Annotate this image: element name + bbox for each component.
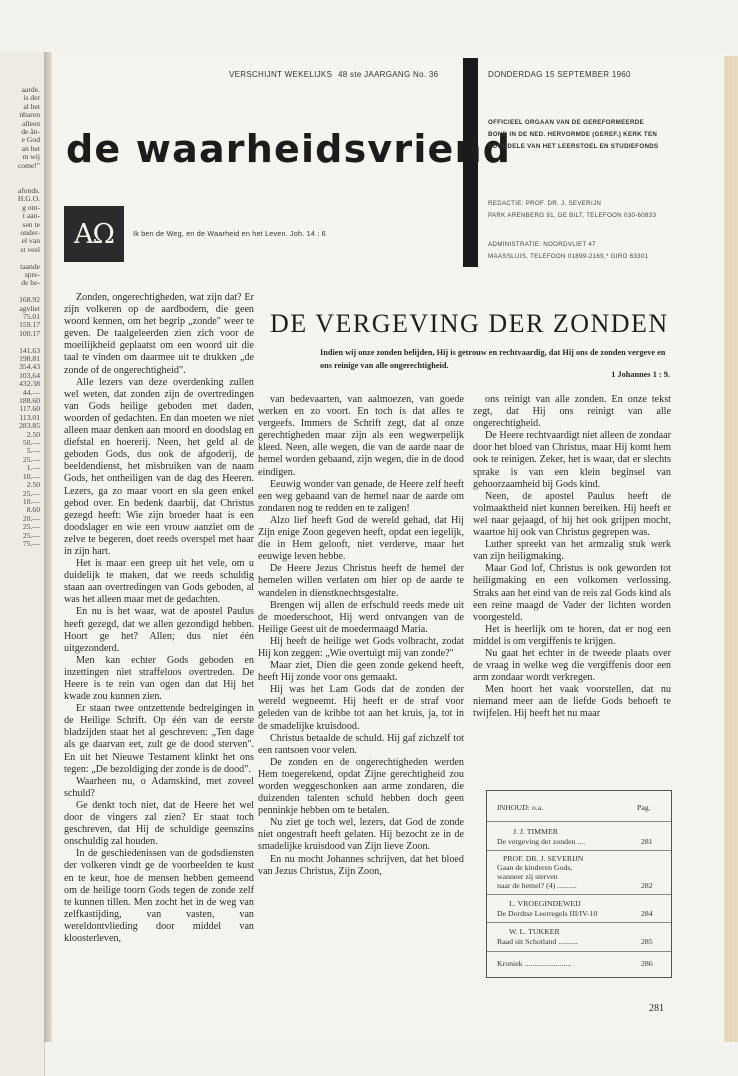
paragraph: In de geschiedenissen van de godsdiensten der volkeren vindt ge de voorbeelden te kust en te keur, hoe de mensen hebben gemeend om de heilige toorn Gods tegen de zonde zelf te kunnen tillen. Men zocht het in de weg van zelfkastijding, van vasten, van wereldontvlieding door middel van kloosterleven, (64, 848, 254, 944)
previous-page-fragment: 75.— (22, 538, 40, 548)
paragraph: Nu gaat het echter in de tweede plaats over de vraag in welke weg die vergiffenis door een arm zondaar wordt verkregen. (473, 647, 671, 684)
previous-page-strip (0, 52, 45, 1076)
editor-line: PARK ARENBERG 91, DE BILT, TELEFOON 030-60833 (488, 212, 657, 219)
previous-page-fragment: g ont- (22, 202, 40, 212)
admin-line: ADMINISTRATIE: NOORDVLIET 47 (488, 241, 596, 248)
toc-page: 282 (641, 881, 653, 890)
previous-page-fragment: al het (23, 101, 40, 111)
previous-page-fragment: 25.— (22, 488, 40, 498)
toc-page: 286 (641, 959, 653, 968)
previous-page-fragment: agvliet (19, 303, 40, 313)
toc-page: 285 (641, 937, 653, 946)
paragraph: Waarheen nu, o Adamskind, met zoveel schuld? (64, 775, 254, 799)
previous-page-fragment: sen te (22, 219, 40, 229)
toc-page: 281 (641, 837, 653, 846)
divider (487, 850, 671, 851)
previous-page-fragment: 1.— (26, 463, 40, 473)
motto: Ik ben de Weg, en de Waarheid en het Leven. Joh. 14 : 6 (133, 229, 326, 238)
previous-page-fragment: 141.63 (19, 345, 40, 355)
previous-page-fragment: 198.81 (19, 354, 40, 363)
paragraph: Alzo lief heeft God de wereld gehad, dat Hij Zijn enige Zoon gegeven heeft, opdat een iegelijk, die in Hem gelooft, niet verderve, maar het eeuwige leven hebbe. (258, 514, 464, 563)
paragraph: De Heere rechtvaardigt niet alleen de zondaar door het bloed van Christus, maar Hij komt hem ook te reinigen. Zeker, het is waar, dat er slechts sprake is van een klein beginsel van gehoorzaamheid bij Gods kind. (473, 430, 671, 490)
paragraph: Christus betaalde de schuld. Hij gaf zichzelf tot een rantsoen voor velen. (258, 732, 464, 756)
organ-line: VOORDELE VAN HET LEERSTOEL EN STUDIEFONDS (488, 143, 659, 150)
contents-heading: INHOUD: o.a. (497, 803, 544, 812)
previous-page-fragment: m wij (22, 152, 40, 162)
article-title: DE VERGEVING DER ZONDEN (270, 309, 669, 338)
paragraph: Maar God lof, Christus is ook geworden tot heiligmaking en een volkomen verlossing. Straks aan het eind van de reis zal Gods kind als een reine maagd de Vader der lichten worden voorgesteld. (473, 563, 671, 623)
previous-page-fragment: 159.17 (19, 320, 40, 330)
paragraph: Brengen wij allen de erfschuld reeds mede uit de moederschoot, Hij werd ontvangen van de Heilige Geest uit de moedermaagd Maria. (258, 599, 464, 635)
binding-gutter (44, 52, 52, 1042)
previous-page-fragment: spre- (24, 269, 40, 279)
paragraph: Zonden, ongerechtigheden, wat zijn dat? Er zijn volkeren op de aardbodem, die geen woord kennen, om het begrip „zonde" weer te geven. De taalgeleerden zien zich voor de moeilijkheid geplaatst om een woord uit die taal te vinden om daarmee uit te drukken „de zonde of de ongerechtigheid". (64, 292, 254, 376)
previous-page-fragment: 2.50 (26, 480, 40, 490)
previous-page-fragment: 25.— (22, 522, 40, 532)
previous-page-fragment: 10.— (22, 471, 40, 481)
volume-label: 48 ste JAARGANG No. 36 (338, 70, 439, 79)
issue-date: DONDERDAG 15 SEPTEMBER 1960 (488, 70, 631, 79)
toc-title: Kroniek ........................ (497, 959, 572, 968)
article-column-1 (64, 292, 254, 945)
paragraph: Men hoort het vaak voorstellen, dat nu niemand meer aan de liefde Gods behoeft te twijfelen. Hij heeft het nu maar (473, 684, 671, 720)
previous-page-fragment: de be- (21, 278, 40, 288)
weekly-label: VERSCHIJNT WEKELIJKS (229, 70, 333, 79)
divider (487, 951, 671, 952)
previous-page-fragment: afonds. (17, 185, 40, 195)
organ-line: BOND IN DE NED. HERVORMDE (GEREF.) KERK TEN (488, 131, 658, 138)
previous-page-fragment: H.G.O. (17, 194, 40, 204)
paragraph: De Heere Jezus Christus heeft de hemel der hemelen willen verlaten om hier op de aarde te wandelen in dienstknechtsgestalte. (258, 563, 464, 599)
previous-page-fragment: nbaren (19, 110, 40, 120)
previous-page-fragment: 168.92 (19, 295, 40, 305)
previous-page-fragment: an het (21, 143, 40, 153)
paragraph: Ge denkt toch niet, dat de Heere het wel door de vingers zal zien? Er staat toch geschreven, dat Hij de schuldige geenszins onschuldig zal houden. (64, 799, 254, 848)
paragraph: Alle lezers van deze overdenking zullen wel weten, dat zonden zijn de overtredingen van Gods heilige geboden met daden, woorden of gedachten. En dan moeten we niet alleen maar denken aan moord en doodslag en diefstal en hoererij. Neen, het geld al de geboden Gods, dus ook de afgoderij, de beeldendienst, het misbruiken van de naam Gods, het ontheiligen van de dag des Heeren. Lezers, ga zo maar voort en sla geen enkel gebod over. En bedenk daarbij, dat Christus gezegd heeft: Wie zijn broeder haat is een doodslager en wie een vrouw aanziet om de zelve te begeren, doet reeds overspel met haar in zijn hart. (64, 376, 254, 557)
alpha-omega-logo: ΑΩ (64, 206, 124, 262)
previous-page-fragment: 10.— (22, 496, 40, 506)
organ-line: OFFICIEEL ORGAAN VAN DE GEREFORMEERDE (488, 119, 644, 126)
previous-page-fragment: 283.85 (19, 421, 40, 431)
contents-page-label: Pag. (637, 803, 651, 812)
previous-page-fragment: 44.— (22, 387, 40, 397)
previous-page-fragment: 117.60 (19, 404, 40, 414)
admin-line: MAASSLUIS, TELEFOON 01899-2169,* GIRO 63301 (488, 253, 649, 260)
previous-page-fragment: come!" (17, 160, 40, 170)
organ-block (488, 117, 658, 153)
paragraph: De zonden en de ongerechtigheden werden Hem toegerekend, opdat Zijne gerechtigheid zou worden weggeschonken aan arme zondaren, die duizenden talenten schuld hebben doch geen penninkje hebben om te betalen. (258, 756, 464, 817)
contents-box (486, 790, 672, 978)
page-number: 281 (649, 1003, 664, 1014)
previous-page-fragment: el van (21, 236, 40, 246)
previous-page-fragment: aarde. (21, 85, 40, 94)
toc-title-line: wanneer zij sterven (497, 872, 558, 881)
previous-page-fragment: e God (21, 135, 40, 145)
toc-title: Raad uit Schotland .......... (497, 937, 578, 946)
paragraph: En nu is het waar, wat de apostel Paulus heeft gezegd, dat we allen gezondigd hebben. Hoort ge het? Allen; dus niet één uitgezonderd. (64, 606, 254, 654)
paragraph: Maar ziet, Dien die geen zonde gekend heeft, heeft Hij zonde voor ons gemaakt. (258, 660, 464, 684)
previous-page-fragment: 25.— (22, 454, 40, 464)
previous-page-fragment: de ån- (21, 127, 40, 137)
previous-page-fragment: taande (20, 261, 40, 271)
toc-author: W. L. TUKKER (509, 927, 560, 936)
masthead-title: de waarheidsvriend (66, 127, 512, 171)
previous-page-fragment: st veel (20, 244, 40, 254)
previous-page-fragment: 2.50 (26, 429, 40, 439)
editor-line: REDACTIE: PROF. DR. J. SEVERIJN (488, 200, 602, 207)
previous-page-fragment: 5.— (26, 446, 40, 456)
previous-page-fragment: t aan- (22, 211, 40, 221)
paragraph: Hij heeft de heilige wet Gods volbracht, zodat Hij kon zeggen: „Wie overtuigt mij van zonde?" (258, 635, 464, 659)
previous-page-fragment: 25.— (22, 530, 40, 540)
paragraph: Neen, de apostel Paulus heeft de volmaaktheid niet kunnen bereiken. Hij heeft er wel naar gejaagd, of hij het ook grijpen mocht, waartoe hij ook van Christus gegrepen was. (473, 490, 671, 539)
toc-title: naar de hemel? (4) .......... (497, 881, 577, 890)
toc-title-line: Gaan de kinderen Gods, (497, 863, 573, 872)
previous-page-fragment: 100.17 (19, 328, 40, 338)
paragraph: Nu ziet ge toch wel, lezers, dat God de zonde niet ongestraft heeft gelaten. Hij bezocht ze in de smadelijke kruisdood van Zijn lieve Zoon. (258, 817, 464, 853)
paragraph: Hij was het Lam Gods dat de zonden der wereld wegneemt. Hij heeft er de straf voor geleden van de kribbe tot aan het kruis, ja, tot in de smadelijke kruisdood. (258, 684, 464, 732)
divider (487, 922, 671, 923)
previous-page-fragment: 354.43 (19, 362, 40, 372)
previous-page-fragment: 75.01 (22, 311, 40, 321)
scripture-reference: 1 Johannes 1 : 9. (611, 370, 670, 379)
previous-page-fragment: 20.— (22, 513, 40, 523)
paragraph: van bedevaarten, van aalmoezen, van goede werken en zo voort. En toch is dat alles te vergeefs. Immers de Schrift zegt, dat al onze gerechtigheden maar zijn als een wegwerpelijk kleed. Neen, alle wegen, die van de aarde naar de hemel worden gebaand, zijn wegen, die in de dood eindigen. (258, 394, 464, 478)
previous-page-fragment: 50.— (22, 438, 40, 448)
toc-title: De vergeving der zonden .... (497, 837, 586, 846)
paragraph: Men kan echter Gods geboden en inzettingen niet straffeloos overtreden. De Heere is te rein van ogen dan dat Hij het kwade zou kunnen zien. (64, 654, 254, 703)
previous-page-fragment: is der (23, 93, 40, 103)
admin-block (488, 239, 648, 263)
scripture-quote: Indien wij onze zonden belijden, Hij is getrouw en rechtvaardig, dat Hij ons de zonden vergeve en ons reinige van alle ongerechtigheid. (320, 348, 666, 370)
previous-page-fragment: 103,64 (19, 370, 40, 380)
paragraph: ons reinigt van alle zonden. En onze tekst zegt, dat Hij ons reinigt van alle ongerechtigheid. (473, 394, 671, 430)
paragraph: Luther spreekt van het armzalig stuk werk van zijn heiligmaking. (473, 539, 671, 563)
article-column-3 (473, 394, 671, 721)
paragraph: Het is maar een greep uit het vele, om u duidelijk te maken, dat we reeds schuldig staan aan overtredingen van Gods geboden, al was het alleen maar met de gedachten. (64, 558, 254, 606)
toc-author: PROF. DR. J. SEVERIJN (503, 854, 584, 863)
article-column-2 (258, 394, 464, 878)
previous-page-fragment: 188.60 (19, 396, 40, 406)
previous-page-fragment: 8.60 (26, 505, 40, 515)
divider (487, 821, 671, 822)
previous-page-fragment: onder- (20, 227, 40, 237)
toc-title: De Dordtse Leerregels III/IV-10 (497, 909, 598, 918)
paragraph: Er staan twee ontzettende bedreigingen in de Heilige Schrift. Op één van de eerste bladzijden staat het al geschreven: „Ten dage als ge daarvan eet, zult ge de dood sterven". En uit het Nieuwe Testament klinkt het ons tegen: „De bezoldiging der zonde is de dood". (64, 703, 254, 775)
editor-block (488, 198, 656, 222)
paragraph: Het is heerlijk om te horen, dat er nog een middel is om vergiffenis te krijgen. (473, 623, 671, 647)
previous-page-fragment: 432.38 (19, 379, 40, 389)
toc-author: L. VROEGINDEWEIJ (509, 899, 581, 908)
toc-author: J. J. TIMMER (513, 827, 558, 836)
previous-page-fragment: 113.01 (19, 412, 40, 422)
divider (487, 894, 671, 895)
previous-page-fragment (0, 170, 40, 178)
toc-page: 284 (641, 909, 653, 918)
previous-page-fragment: alleen (21, 118, 40, 128)
paragraph: Eeuwig wonder van genade, de Heere zelf heeft een weg gebaand van de hemel naar de aarde om zondaren nog te redden en te zaligen! (258, 478, 464, 514)
paragraph: En nu mocht Johannes schrijven, dat het bloed van Jezus Christus, Zijn Zoon, (258, 853, 464, 877)
